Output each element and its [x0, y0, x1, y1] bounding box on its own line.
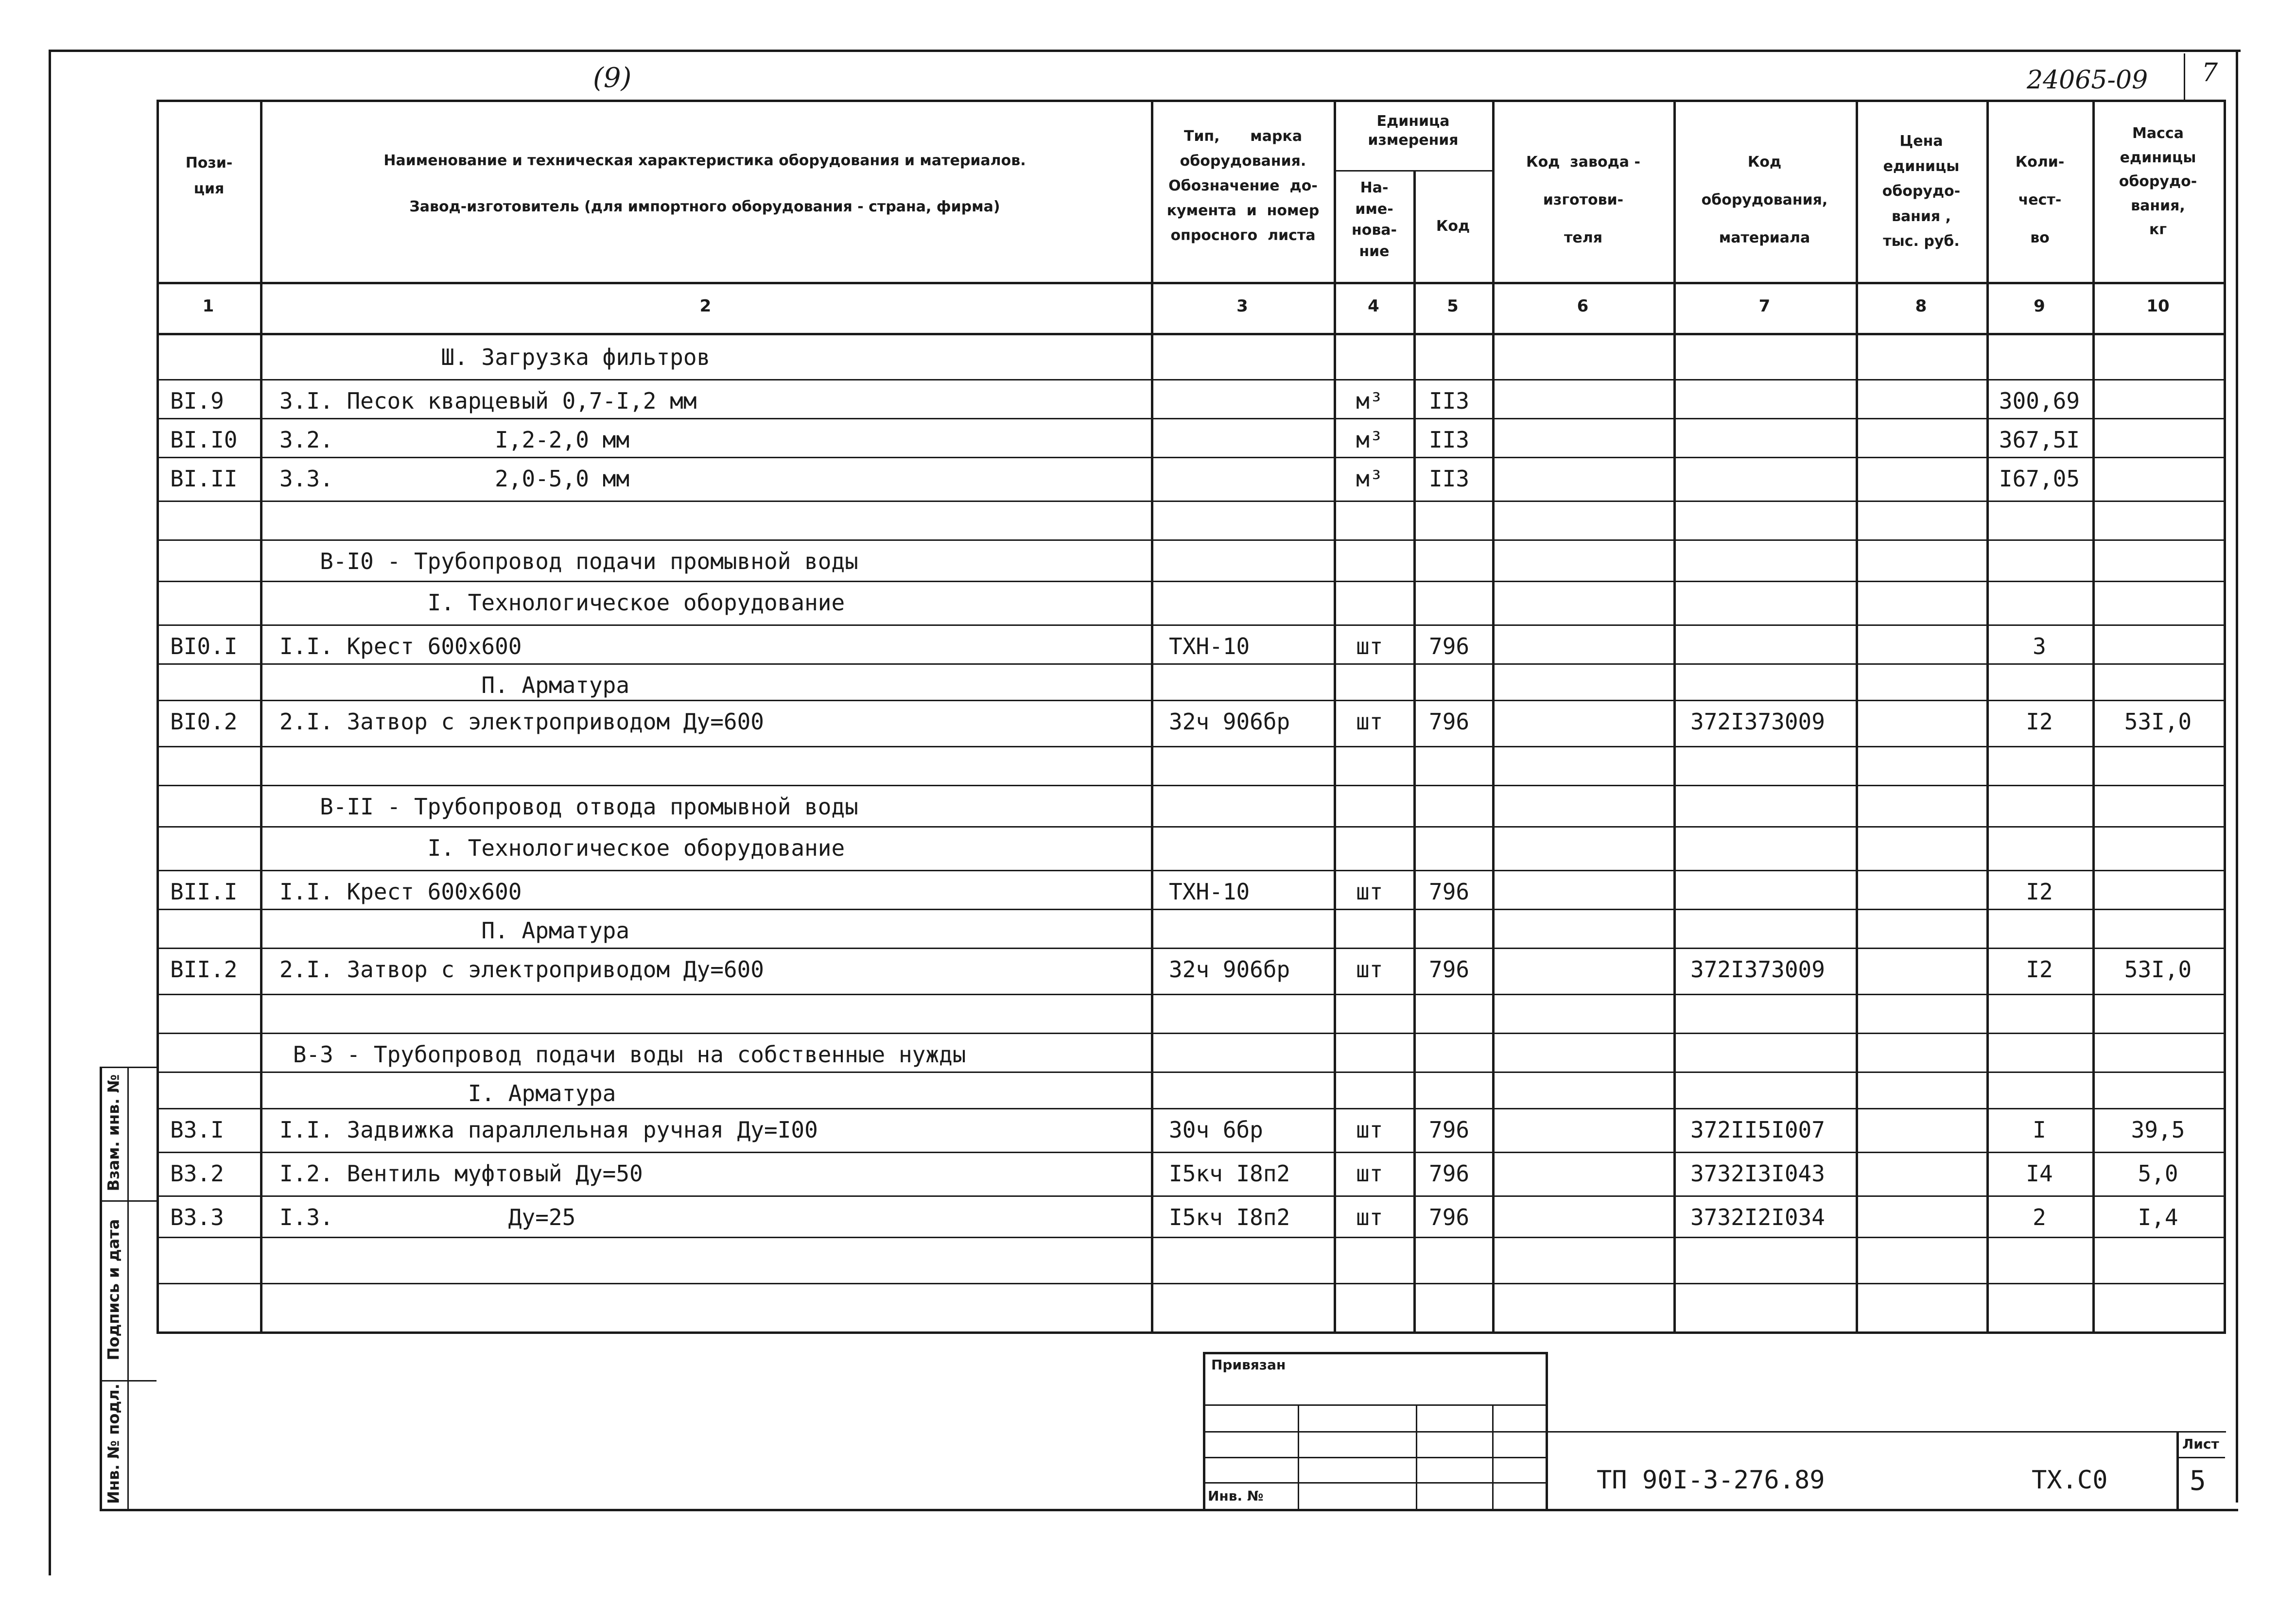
cell-name: I.I. Крест 600x600: [279, 633, 522, 659]
cell-name: I. Технологическое оборудование: [279, 589, 845, 616]
frame-right: [2236, 50, 2238, 1503]
cell-name: B-II - Трубопровод отвода промывной воды: [279, 794, 858, 820]
cell-position: B3.3: [170, 1204, 224, 1230]
header-factory-code: Код завода - изготови- теля: [1526, 154, 1640, 246]
cell-mass: 53I,0: [2124, 956, 2192, 983]
cell-position: B3.2: [170, 1160, 224, 1187]
table-right-border: [2224, 100, 2226, 1334]
cell-unit: шт: [1356, 708, 1383, 735]
cell-unit: шт: [1356, 1204, 1383, 1230]
row-divider: [157, 418, 2226, 419]
sheet-code: TX.C0: [2032, 1466, 2108, 1495]
sheet-number: 5: [2190, 1465, 2206, 1497]
inv-label: Инв. №: [1208, 1488, 1264, 1504]
cell-qty: I2: [2026, 879, 2053, 905]
cell-name: П. Арматура: [279, 917, 630, 944]
header-top: [157, 100, 2226, 102]
row-divider: [157, 1283, 2226, 1284]
frame-top: [49, 50, 2241, 52]
cell-unit-code: 796: [1429, 633, 1470, 659]
row-divider: [157, 1237, 2226, 1238]
cell-unit: шт: [1356, 956, 1383, 983]
row-divider: [157, 948, 2226, 949]
frame-left: [49, 50, 51, 1575]
row-divider: [157, 457, 2226, 458]
cell-mass: I,4: [2138, 1204, 2178, 1230]
row-divider: [157, 1071, 2226, 1073]
corner-box-left: [2184, 53, 2185, 102]
cell-qty: I: [2033, 1117, 2046, 1143]
cell-mass: 5,0: [2138, 1160, 2178, 1187]
side-replace-inv: Взам. инв. №: [104, 1074, 123, 1192]
cell-equip-code: 372II5I007: [1690, 1117, 1825, 1143]
cell-qty: I4: [2026, 1160, 2053, 1187]
cell-unit-code: 796: [1429, 1160, 1470, 1187]
cell-name: Ш. Загрузка фильтров: [279, 344, 711, 370]
cell-name: B-I0 - Трубопровод подачи промывной воды: [279, 548, 858, 574]
cell-name: I.I. Крест 600x600: [279, 879, 522, 905]
cell-unit-code: II3: [1429, 466, 1470, 492]
header-equip-code: Код оборудования, материала: [1701, 154, 1828, 246]
cell-type: 32ч 906бр: [1169, 956, 1290, 983]
header-pos: Пози- ция: [185, 155, 233, 197]
cell-name: 3.3. 2,0-5,0 мм: [279, 466, 630, 492]
cell-name: I.I. Задвижка параллельная ручная Ду=I00: [279, 1117, 818, 1143]
header-unit-name: На- име- нова- ние: [1351, 179, 1397, 260]
cell-unit-code: 796: [1429, 1117, 1470, 1143]
cell-name: I. Технологическое оборудование: [279, 835, 845, 861]
cell-unit: м³: [1356, 466, 1383, 492]
cell-type: TXH-10: [1169, 879, 1250, 905]
cell-position: BII.2: [170, 956, 238, 983]
side-sign-date: Подпись и дата: [104, 1219, 123, 1361]
row-divider: [157, 826, 2226, 828]
cell-unit: м³: [1356, 427, 1383, 453]
cell-position: BI0.2: [170, 708, 238, 735]
cell-position: BI.II: [170, 466, 238, 492]
cell-position: BI0.I: [170, 633, 238, 659]
cell-unit: шт: [1356, 1160, 1383, 1187]
row-divider: [157, 1152, 2226, 1153]
cell-qty: 3: [2033, 633, 2046, 659]
header-price: Цена единицы оборудо- вания , тыс. руб.: [1882, 133, 1961, 250]
cell-name: 3.I. Песок кварцевый 0,7-I,2 мм: [279, 388, 697, 414]
bound-label: Привязан: [1211, 1357, 1286, 1373]
sheet-number-top: (9): [593, 62, 632, 94]
cell-position: BI.9: [170, 388, 224, 414]
cell-unit: м³: [1356, 388, 1383, 414]
frame-bottom: [102, 1509, 2238, 1511]
cell-qty: 2: [2033, 1204, 2046, 1230]
row-divider: [157, 624, 2226, 626]
header-unit-group: Единица измерения: [1368, 113, 1459, 149]
table-bottom: [157, 1331, 2226, 1334]
header-mass: Масса единицы оборудо- вания, кг: [2119, 125, 2197, 238]
row-divider: [157, 663, 2226, 665]
row-divider: [157, 501, 2226, 502]
doc-number-handwritten: 24065-09: [2027, 66, 2148, 95]
cell-unit: шт: [1356, 633, 1383, 659]
row-divider: [157, 909, 2226, 910]
header-bottom: [157, 282, 2226, 284]
row-divider: [157, 994, 2226, 995]
header-type: Тип, марка оборудования. Обозначение до- кумента и номер опросного листа: [1166, 128, 1320, 244]
cell-qty: I67,05: [1999, 466, 2080, 492]
cell-unit-code: 796: [1429, 1204, 1470, 1230]
cell-position: BII.I: [170, 879, 238, 905]
row-divider: [157, 379, 2226, 380]
sheet-label: Лист: [2182, 1436, 2219, 1452]
row-divider: [157, 870, 2226, 871]
cell-type: I5кч I8п2: [1169, 1204, 1290, 1230]
header-qty: Коли- чест- во: [2015, 154, 2065, 246]
row-divider: [157, 700, 2226, 701]
cell-equip-code: 372I373009: [1690, 956, 1825, 983]
cell-unit: шт: [1356, 879, 1383, 905]
cell-name: 2.I. Затвор с электроприводом Ду=600: [279, 956, 764, 983]
cell-qty: 367,5I: [1999, 427, 2080, 453]
cell-unit-code: 796: [1429, 879, 1470, 905]
row-divider: [157, 1108, 2226, 1109]
row-divider: [157, 1195, 2226, 1197]
cell-name: П. Арматура: [279, 672, 630, 698]
cell-unit: шт: [1356, 1117, 1383, 1143]
side-inv-orig: Инв. № подл.: [104, 1383, 123, 1504]
cell-type: I5кч I8п2: [1169, 1160, 1290, 1187]
table-left-border: [157, 100, 159, 1334]
cell-qty: I2: [2026, 708, 2053, 735]
header-unit-code: Код: [1436, 218, 1470, 235]
row-divider: [157, 785, 2226, 786]
cell-unit-code: 796: [1429, 708, 1470, 735]
cell-name: B-3 - Трубопровод подачи воды на собственные нужды: [279, 1041, 966, 1068]
cell-equip-code: 372I373009: [1690, 708, 1825, 735]
cell-unit-code: II3: [1429, 427, 1470, 453]
cell-mass: 39,5: [2131, 1117, 2185, 1143]
cell-position: B3.I: [170, 1117, 224, 1143]
header-name-line2: Завод-изготовитель (для импортного оборудования - страна, фирма): [409, 198, 1000, 215]
cell-name: I.2. Вентиль муфтовый Ду=50: [279, 1160, 643, 1187]
cell-name: 3.2. I,2-2,0 мм: [279, 427, 630, 453]
cell-unit-code: 796: [1429, 956, 1470, 983]
row-divider: [157, 1033, 2226, 1034]
cell-name: I.3. Ду=25: [279, 1204, 576, 1230]
cell-name: 2.I. Затвор с электроприводом Ду=600: [279, 708, 764, 735]
row-divider: [157, 539, 2226, 541]
row-divider: [157, 581, 2226, 582]
cell-type: 30ч 6бр: [1169, 1117, 1263, 1143]
cell-type: 32ч 906бр: [1169, 708, 1290, 735]
cell-equip-code: 3732I3I043: [1690, 1160, 1825, 1187]
cell-type: TXH-10: [1169, 633, 1250, 659]
cell-position: BI.I0: [170, 427, 238, 453]
colnum-bottom: [157, 333, 2226, 335]
cell-unit-code: II3: [1429, 388, 1470, 414]
corner-number: 7: [2202, 58, 2218, 87]
header-name-line1: Наименование и техническая характеристика оборудования и материалов.: [383, 152, 1026, 169]
project-code: ТП 90I-3-276.89: [1597, 1466, 1825, 1495]
row-divider: [157, 746, 2226, 747]
cell-equip-code: 3732I2I034: [1690, 1204, 1825, 1230]
cell-qty: 300,69: [1999, 388, 2080, 414]
cell-mass: 53I,0: [2124, 708, 2192, 735]
cell-name: I. Арматура: [279, 1080, 616, 1106]
cell-qty: I2: [2026, 956, 2053, 983]
